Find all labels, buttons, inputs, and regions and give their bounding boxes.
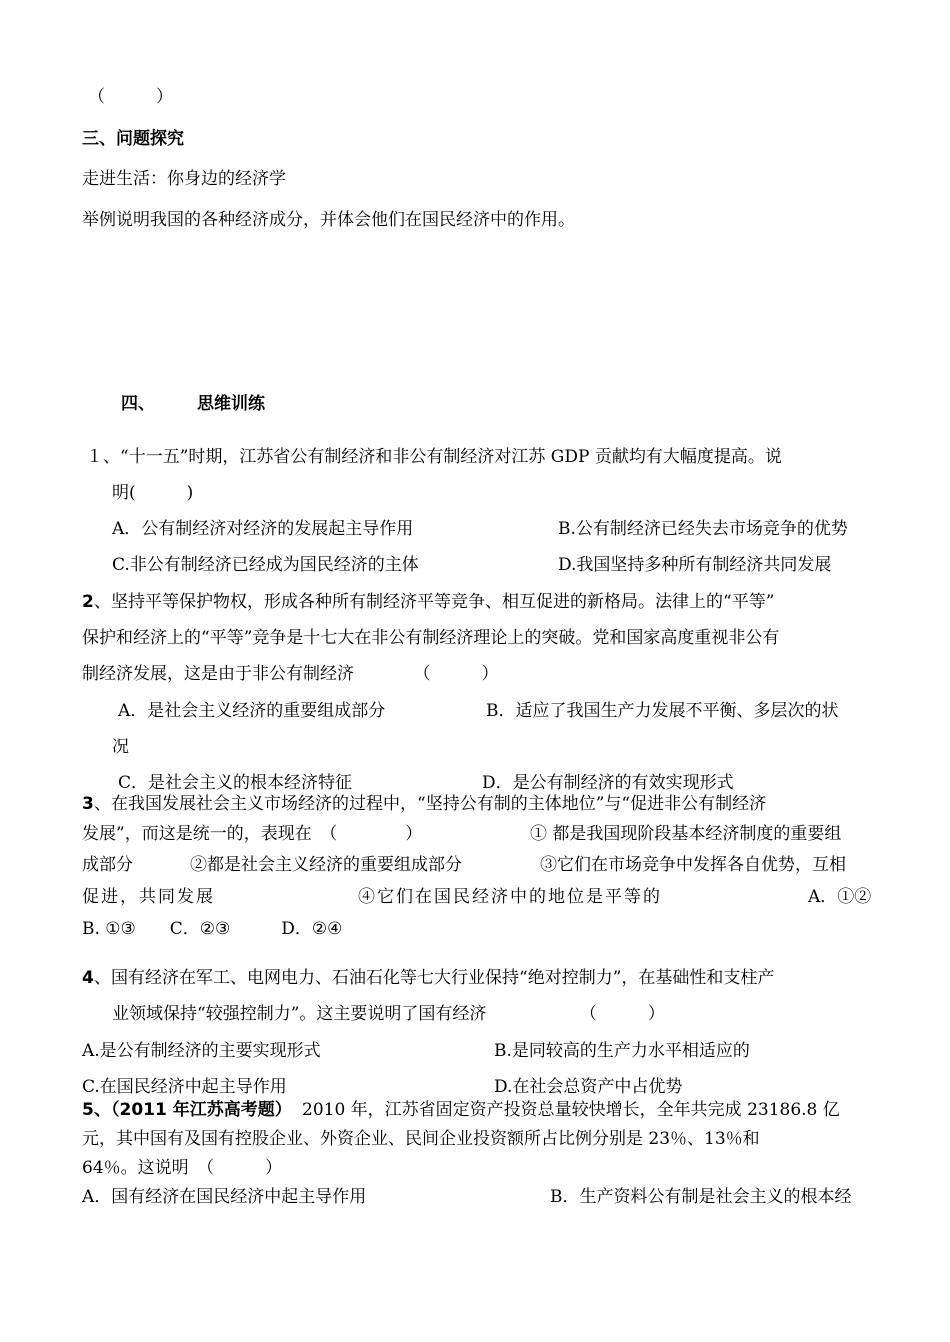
q1-option-b: B.公有制经济已经失去市场竞争的优势 <box>558 519 848 539</box>
q5-option-b: B．生产资料公有制是社会主义的根本经 <box>550 1187 852 1207</box>
section-subheading: 走进生活：你身边的经济学 <box>82 169 286 189</box>
q2-stem-line3: 制经济发展，这是由于非公有制经济 （ ） <box>82 664 499 684</box>
q3-option-a: A．①② <box>808 887 872 907</box>
q2-option-b: B．适应了我国生产力发展不平衡、多层次的状 <box>486 701 839 721</box>
q2-option-b-cont: 况 <box>112 737 129 757</box>
q3-stem-line3a: 成部分 <box>82 855 133 875</box>
q3-stem-line3c: ③它们在市场竞争中发挥各自优势，互相 <box>540 855 846 875</box>
q3-stem-line2a: 发展”，而这是统一的，表现在 （ ） <box>82 824 423 844</box>
section-number-4: 四、 <box>121 394 155 414</box>
section-title-4: 思维训练 <box>197 394 265 414</box>
q5-number: 5 <box>82 1100 94 1120</box>
q5-stem-line2: 元，其中国有及国有控股企业、外资企业、民间企业投资额所占比例分别是 23％、13％和 <box>82 1129 760 1149</box>
q3-number: 3 <box>82 794 94 814</box>
q2-stem-line2: 保护和经济上的“平等”竞争是十七大在非公有制经济理论上的突破。党和国家高度重视非公有 <box>82 628 780 648</box>
q4-option-b: B.是同较高的生产力水平相适应的 <box>494 1041 750 1061</box>
section-heading-3: 三、问题探究 <box>82 129 184 149</box>
q2-option-a: A．是社会主义经济的重要组成部分 <box>118 701 386 721</box>
q3-stem-line4b: ④它们在国民经济中的地位是平等的 <box>358 887 662 907</box>
q4-option-a: A.是公有制经济的主要实现形式 <box>82 1041 321 1061</box>
section-prompt: 举例说明我国的各种经济成分，并体会他们在国民经济中的作用。 <box>82 210 575 230</box>
q4-stem-line1: 、国有经济在军工、电网电力、石油石化等七大行业保持“绝对控制力”，在基础性和支柱产 <box>94 968 775 988</box>
q1-option-a: A．公有制经济对经济的发展起主导作用 <box>112 519 414 539</box>
q3-options-bcd: B. ①③ C．②③ D．②④ <box>82 919 343 939</box>
q4-stem-line2: 业领域保持“较强控制力”。这主要说明了国有经济 （ ） <box>112 1004 665 1024</box>
q5-source: 、（2011 年江苏高考题） <box>94 1100 292 1120</box>
q2-number: 2 <box>82 592 94 612</box>
q3-stem-line2b: ① 都是我国现阶段基本经济制度的重要组 <box>530 824 842 844</box>
q3-stem-line1: 、在我国发展社会主义市场经济的过程中，“坚持公有制的主体地位”与“促进非公有制经济 <box>94 794 767 814</box>
q2-stem-line1: 、坚持平等保护物权，形成各种所有制经济平等竞争、相互促进的新格局。法律上的“平等” <box>94 592 775 612</box>
q3-stem-line3b: ②都是社会主义经济的重要组成部分 <box>190 855 462 875</box>
q1-option-c: C.非公有制经济已经成为国民经济的主体 <box>112 555 419 575</box>
q4-option-c: C.在国民经济中起主导作用 <box>82 1077 287 1097</box>
q5-stem-line1: 2010 年，江苏省固定资产投资总量较快增长，全年共完成 23186.8 亿 <box>302 1100 840 1120</box>
q1-option-d: D.我国坚持多种所有制经济共同发展 <box>558 555 832 575</box>
q4-number: 4 <box>82 968 94 988</box>
q4-option-d: D.在社会总资产中占优势 <box>494 1077 683 1097</box>
q2-option-d: D．是公有制经济的有效实现形式 <box>482 773 734 793</box>
answer-blank: （ ） <box>88 87 173 107</box>
q3-stem-line4a: 促进，共同发展 <box>82 887 215 907</box>
q5-option-a: A．国有经济在国民经济中起主导作用 <box>82 1187 367 1207</box>
q5-stem-line3: 64％。这说明 （ ） <box>82 1158 283 1178</box>
q1-stem-line2: 明( ) <box>112 483 194 503</box>
q2-option-c: C．是社会主义的根本经济特征 <box>118 773 353 793</box>
q1-stem-line1: １、“十一五”时期，江苏省公有制经济和非公有制经济对江苏 GDP 贡献均有大幅度提高。说 <box>86 447 782 467</box>
